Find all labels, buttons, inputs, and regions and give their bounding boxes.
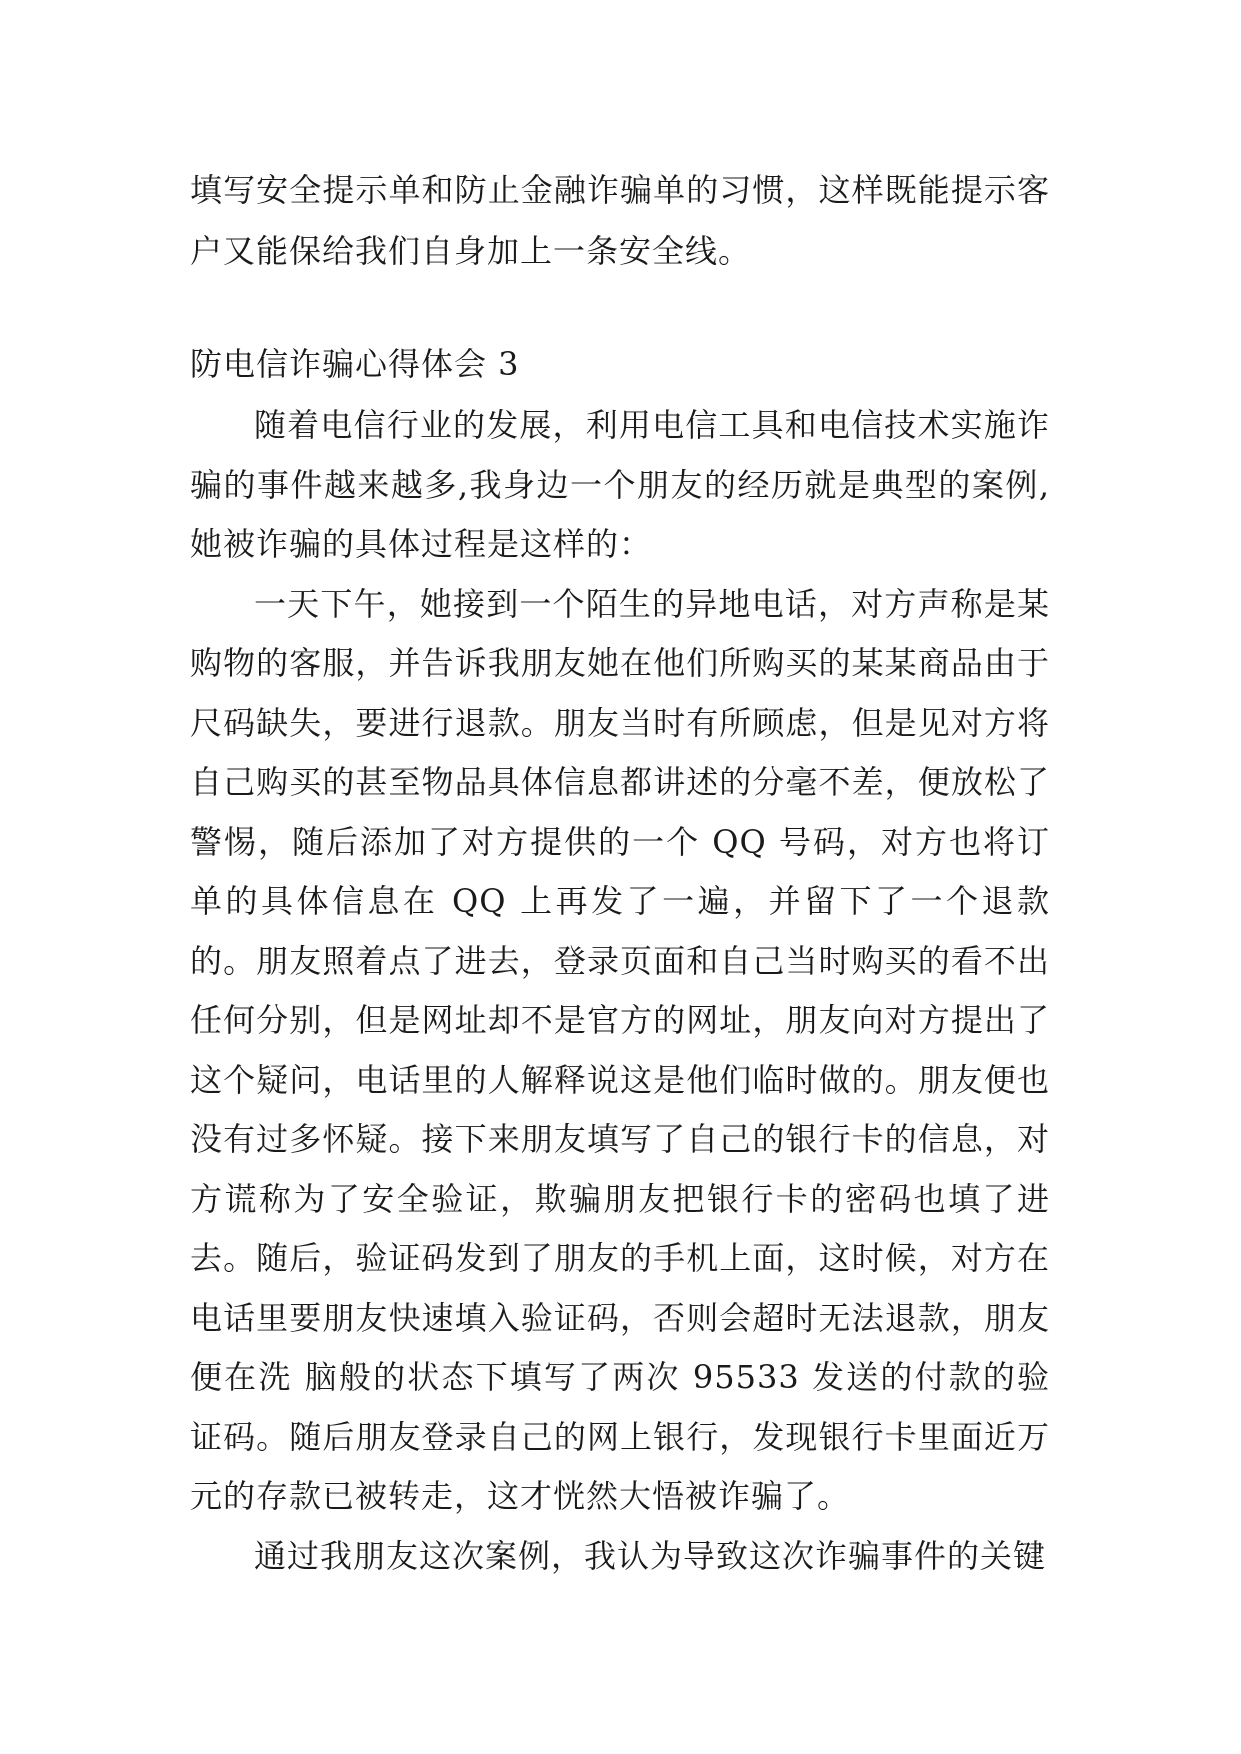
body-paragraph-2: 一天下午，她接到一个陌生的异地电话，对方声称是某购物的客服，并告诉我朋友她在他们所购买的某某商品由于尺码缺失，要进行退款。朋友当时有所顾虑，但是见对方将自己购买的甚至物品具体信息都讲述的分毫不差，便放松了警惕，随后添加了对方提供的一个 QQ 号码，对方也将订单的具体信息在 QQ 上再发了一遍，并留下了一个退款的。朋友照着点了进去，登录页面和自己当时购买的看不出任何分别，但是网址却不是官方的网址，朋友向对方提出了这个疑问，电话里的人解释说这是他们临时做的。朋友便也没有过多怀疑。接下来朋友填写了自己的银行卡的信息，对方谎称为了安全验证，欺骗朋友把银行卡的密码也填了进去。随后，验证码发到了朋友的手机上面，这时候，对方在电话里要朋友快速填入验证码，否则会超时无法退款，朋友便在洗 脑般的状态下填写了两次 95533 发送的付款的验证码。随后朋友登录自己的网上银行，发现银行卡里面近万元的存款已被转走，这才恍然大悟被诈骗了。 xyxy=(190,584,1050,1515)
intro-paragraph: 填写安全提示单和防止金融诈骗单的习惯，这样既能提示客户又能保给我们自身加上一条安全线。 xyxy=(190,171,1050,270)
body-paragraph-1: 随着电信行业的发展，利用电信工具和电信技术实施诈骗的事件越来越多,我身边一个朋友的经历就是典型的案例,她被诈骗的具体过程是这样的： xyxy=(190,406,1050,563)
body-text-block xyxy=(190,396,1050,1586)
section-title-block xyxy=(190,339,1050,389)
intro-paragraph-block xyxy=(190,160,1050,282)
body-paragraph-3: 通过我朋友这次案例，我认为导致这次诈骗事件的关键 xyxy=(254,1536,1047,1575)
section-title: 防电信诈骗心得体会 3 xyxy=(190,345,520,383)
